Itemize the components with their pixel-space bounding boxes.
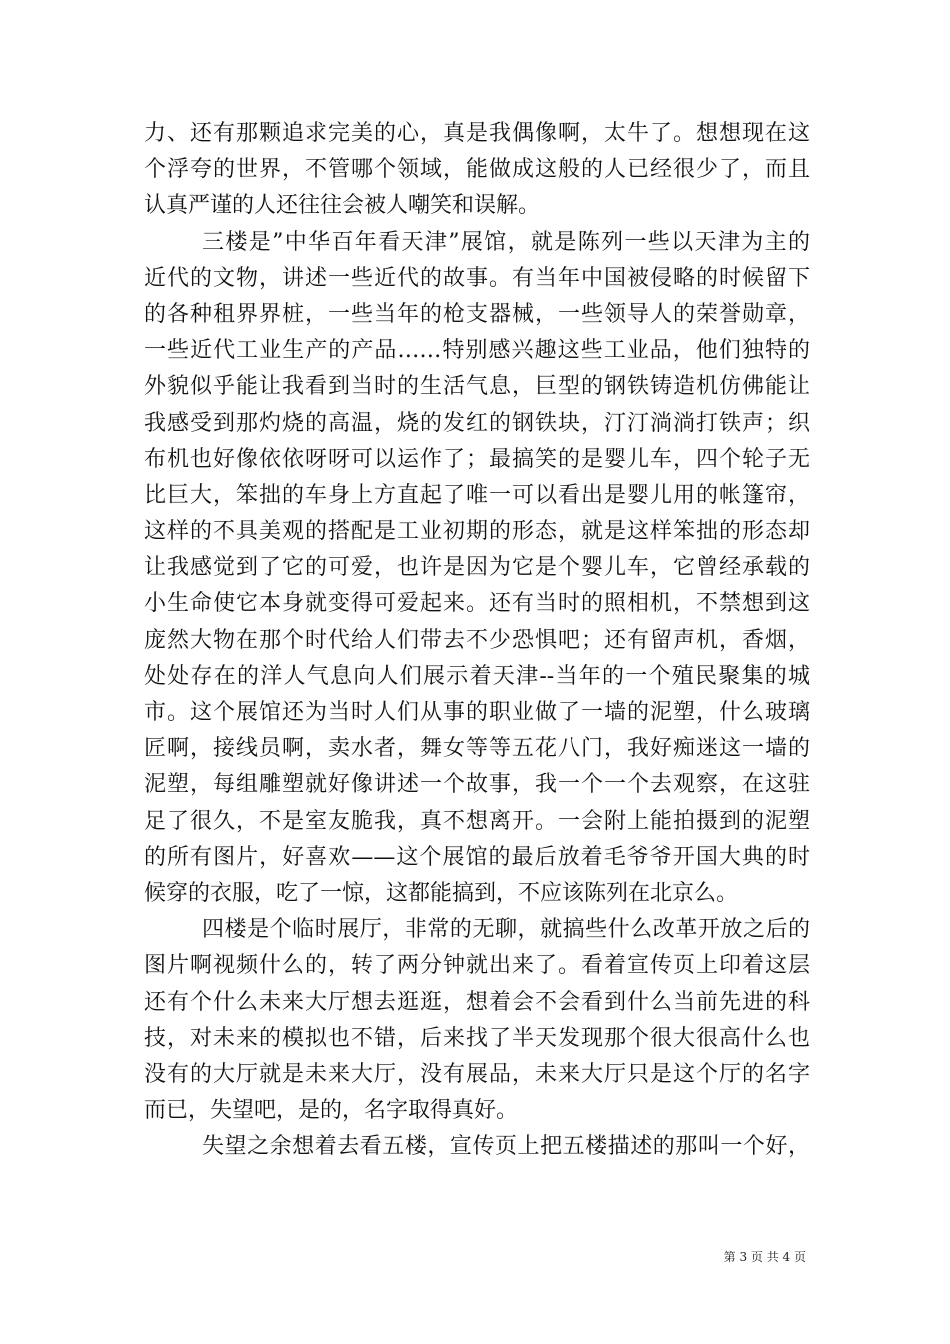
text-line: 我感受到那灼烧的高温，烧的发红的钢铁块，汀汀淌淌打铁声；织 — [144, 410, 810, 436]
text-line: 比巨大，笨拙的车身上方直起了唯一可以看出是婴儿用的帐篷帘， — [144, 482, 810, 508]
text-line: 图片啊视频什么的，转了两分钟就出来了。看着宣传页上印着这层 — [144, 953, 810, 979]
paragraph-start-line: 四楼是个临时展厅，非常的无聊，就搞些什么改革开放之后的 — [202, 917, 810, 943]
text-line: 而已，失望吧，是的，名字取得真好。 — [144, 1098, 519, 1124]
text-line: 个浮夸的世界，不管哪个领域，能做成这般的人已经很少了，而且 — [144, 157, 810, 183]
text-line: 力、还有那颗追求完美的心，真是我偶像啊，太牛了。想想现在这 — [144, 121, 810, 146]
text-line: 的各种租界界桩，一些当年的枪支器械，一些领导人的荣誉勋章， — [144, 301, 810, 327]
text-line: 认真严谨的人还往往会被人嘲笑和误解。 — [144, 193, 541, 219]
text-line: 市。这个展馆还为当时人们从事的职业做了一墙的泥塑，什么玻璃 — [144, 700, 810, 725]
text-line: 泥塑，每组雕塑就好像讲述一个故事，我一个一个去观察，在这驻 — [144, 772, 810, 798]
text-line: 处处存在的洋人气息向人们展示着天津--当年的一个殖民聚集的城 — [144, 663, 810, 689]
text-line: 庞然大物在那个时代给人们带去不少恐惧吧；还有留声机，香烟， — [144, 627, 810, 653]
paragraph-start-line: 失望之余想着去看五楼，宣传页上把五楼描述的那叫一个好， — [202, 1134, 810, 1160]
text-line: 布机也好像依依呀呀可以运作了；最搞笑的是婴儿车，四个轮子无 — [144, 446, 810, 472]
paragraph-start-line: 三楼是”中华百年看天津”展馆，就是陈列一些以天津为主的 — [202, 229, 810, 255]
document-body — [144, 116, 810, 1165]
text-line: 这样的不具美观的搭配是工业初期的形态，就是这样笨拙的形态却 — [144, 519, 810, 545]
text-line: 的所有图片，好喜欢——这个展馆的最后放着毛爷爷开国大典的时 — [144, 844, 810, 870]
text-line: 小生命使它本身就变得可爱起来。还有当时的照相机，不禁想到这 — [144, 591, 810, 617]
text-line: 匠啊，接线员啊，卖水者，舞女等等五花八门，我好痴迷这一墙的 — [144, 736, 810, 762]
text-line: 一些近代工业生产的产品……特别感兴趣这些工业品，他们独特的 — [144, 338, 810, 364]
text-line: 足了很久，不是室友脆我，真不想离开。一会附上能拍摄到的泥塑 — [144, 808, 810, 834]
text-line: 还有个什么未来大厅想去逛逛，想着会不会看到什么当前先进的科 — [144, 989, 810, 1015]
text-line: 候穿的衣服，吃了一惊，这都能搞到，不应该陈列在北京么。 — [144, 880, 739, 906]
text-line: 让我感觉到了它的可爱，也许是因为它是个婴儿车，它曾经承载的 — [144, 555, 810, 581]
page-number-footer: 第 3 页 共 4 页 — [723, 1250, 806, 1264]
text-line: 近代的文物，讲述一些近代的故事。有当年中国被侵略的时候留下 — [144, 265, 810, 291]
text-line: 外貌似乎能让我看到当时的生活气息，巨型的钢铁铸造机仿佛能让 — [144, 374, 810, 400]
text-line: 没有的大厅就是未来大厅，没有展品，未来大厅只是这个厅的名字 — [144, 1061, 810, 1087]
text-line: 技，对未来的模拟也不错，后来找了半天发现那个很大很高什么也 — [144, 1025, 810, 1051]
